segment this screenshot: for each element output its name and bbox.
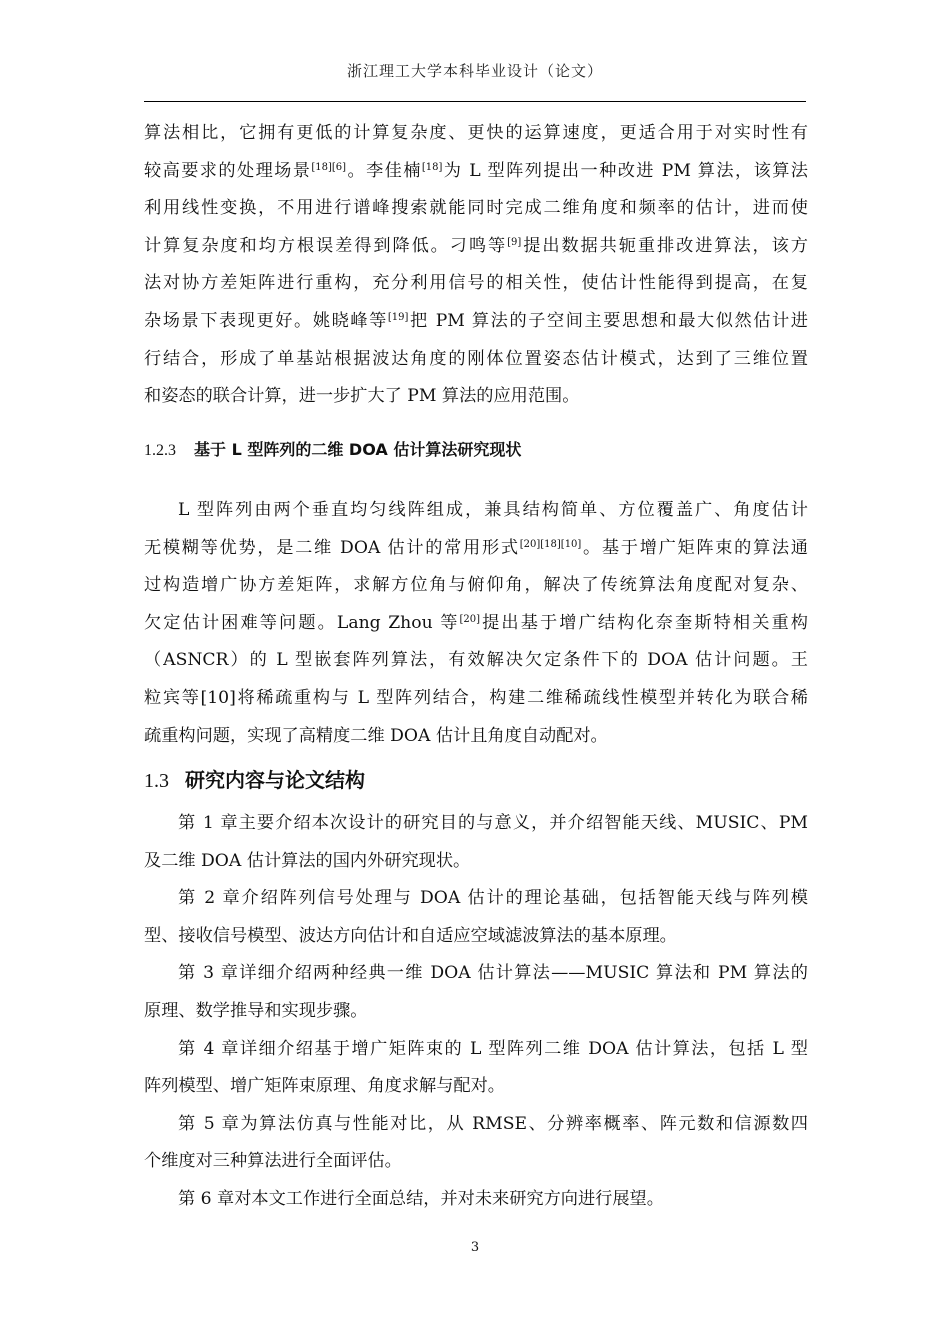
text-line: 较高要求的处理场景[18][6]。李佳楠[18]为 L 型阵列提出一种改进 PM 算法，该算法 [144, 160, 808, 181]
text-line: 第 1 章主要介绍本次设计的研究目的与意义，并介绍智能天线、MUSIC、PM [178, 813, 808, 833]
text-line: 第 3 章详细介绍两种经典一维 DOA 估计算法——MUSIC 算法和 PM 算法的 [178, 963, 808, 984]
page-number: 3 [470, 1240, 480, 1255]
text-line: 型、接收信号模型、波达方向估计和自适应空域滤波算法的基本原理。 [144, 925, 677, 946]
text-line: 行结合，形成了单基站根据波达角度的刚体位置姿态估计模式，达到了三维位置 [144, 348, 808, 369]
paragraph-3 [144, 808, 808, 1222]
text-line: 粒宾等[10]将稀疏重构与 L 型阵列结合，构建二维稀疏线性模型并转化为联合稀 [144, 687, 808, 708]
header-rule [144, 101, 806, 102]
text-line: 原理、数学推导和实现步骤。 [144, 1000, 368, 1021]
text-line: 第 4 章详细介绍基于增广矩阵束的 L 型阵列二维 DOA 估计算法，包括 L 型 [178, 1038, 808, 1059]
text-line: 杂场景下表现更好。姚晓峰等[19]把 PM 算法的子空间主要思想和最大似然估计进 [144, 310, 808, 331]
text-line: 算法相比，它拥有更低的计算复杂度、更快的运算速度，更适合用于对实时性有 [144, 123, 808, 143]
section-number: 1.2.3 [144, 442, 176, 459]
section-number: 1.3 [144, 770, 169, 792]
section-heading-1-3 [144, 764, 365, 793]
text-line: 第 2 章介绍阵列信号处理与 DOA 估计的理论基础，包括智能天线与阵列模 [178, 888, 808, 909]
text-line: 过构造增广协方差矩阵，求解方位角与俯仰角，解决了传统算法角度配对复杂、 [144, 575, 808, 596]
paragraph-1 [144, 118, 808, 419]
text-line: 阵列模型、增广矩阵束原理、角度求解与配对。 [144, 1076, 505, 1097]
text-line: 计算复杂度和均方根误差得到降低。刁鸣等[9]提出数据共轭重排改进算法，该方 [144, 235, 808, 256]
text-line: 利用线性变换，不用进行谱峰搜索就能同时完成二维角度和频率的估计，进而使 [144, 198, 808, 219]
text-line: 第 5 章为算法仿真与性能对比，从 RMSE、分辨率概率、阵元数和信源数四 [178, 1113, 808, 1134]
text-line: 及二维 DOA 估计算法的国内外研究现状。 [144, 850, 471, 871]
paragraph-2 [144, 495, 808, 758]
text-line: 无模糊等优势，是二维 DOA 估计的常用形式[20][18][10]。基于增广矩阵束的算法通 [144, 537, 808, 558]
text-line: 法对协方差矩阵进行重构，充分利用信号的相关性，使估计性能得到提高，在复 [144, 273, 808, 294]
text-line: 第 6 章对本文工作进行全面总结，并对未来研究方向进行展望。 [178, 1188, 664, 1209]
page-header: 浙江理工大学本科毕业设计（论文） [346, 62, 603, 80]
text-line: 疏重构问题，实现了高精度二维 DOA 估计且角度自动配对。 [144, 725, 608, 746]
text-line: 欠定估计困难等问题。Lang Zhou 等[20]提出基于增广结构化奈奎斯特相关重构 [144, 612, 808, 633]
section-title: 研究内容与论文结构 [185, 768, 365, 792]
text-line: L 型阵列由两个垂直均匀线阵组成，兼具结构简单、方位覆盖广、角度估计 [178, 500, 808, 520]
text-line: 和姿态的联合计算，进一步扩大了 PM 算法的应用范围。 [144, 386, 580, 407]
section-heading-1-2-3 [144, 437, 521, 460]
text-line: （ASNCR）的 L 型嵌套阵列算法，有效解决欠定条件下的 DOA 估计问题。王 [144, 650, 808, 671]
section-title: 基于 L 型阵列的二维 DOA 估计算法研究现状 [194, 440, 522, 459]
text-line: 个维度对三种算法进行全面评估。 [144, 1151, 402, 1172]
